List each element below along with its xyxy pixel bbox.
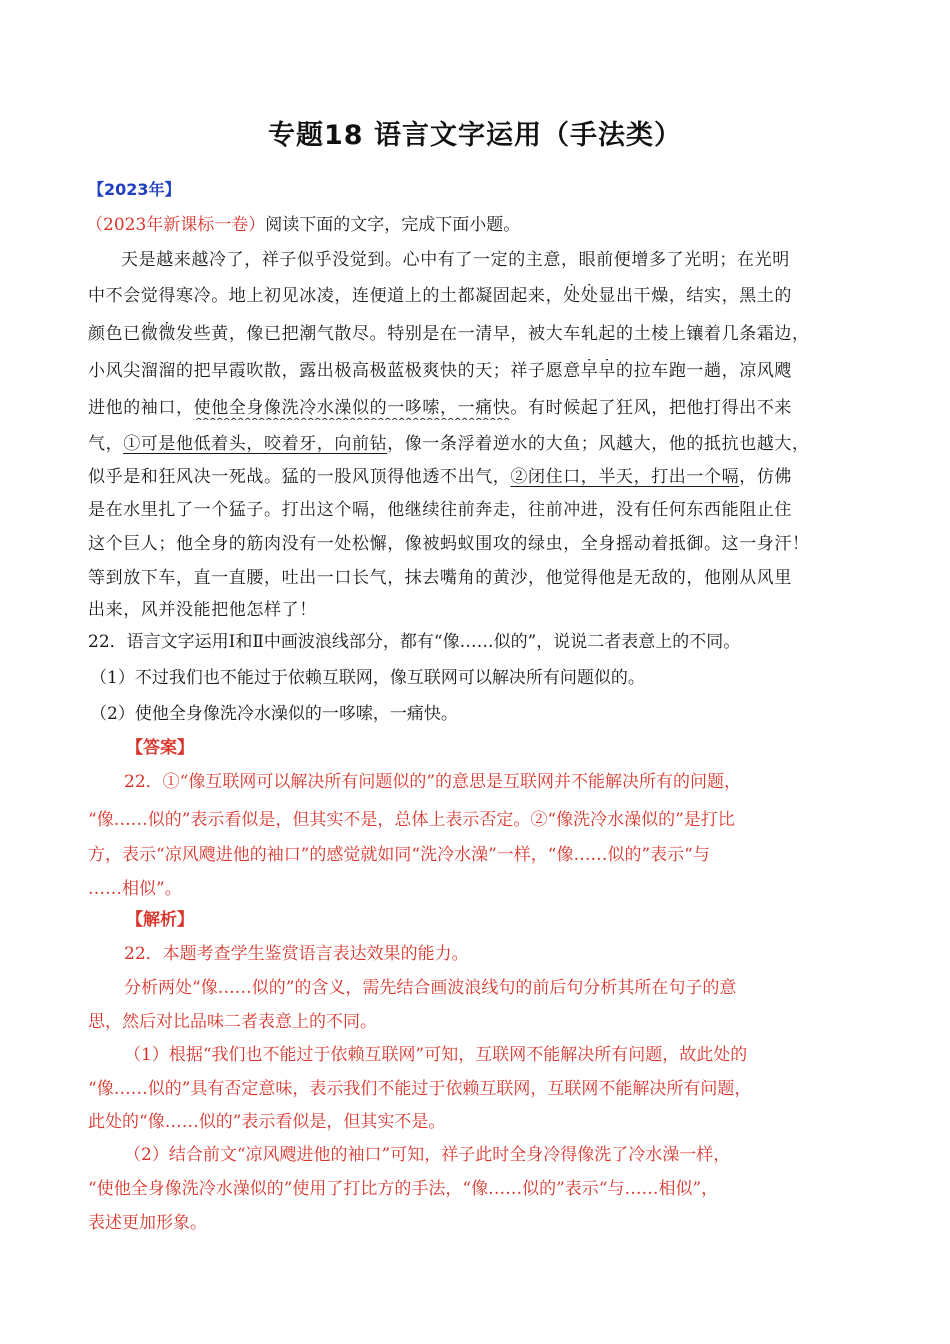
passage-line-8: 是在水里扎了一个猛子。打出这个嗝，他继续往前奔走，往前冲进，没有任何东西能阻止住 bbox=[88, 500, 792, 520]
source-line bbox=[86, 213, 860, 237]
passage-text: 颜色已 bbox=[88, 324, 141, 344]
wavy-underlined-phrase: 使他全身像洗冷水澡似的一哆嗦，一痛快 bbox=[193, 398, 511, 418]
analysis-line-5: “像……似的”具有否定意味，表示我们不能过于依赖互联网，互联网不能解决所有问题， bbox=[88, 1079, 752, 1099]
question-item-1: （1）不过我们也不能过于依赖互联网，像互联网可以解决所有问题似的。 bbox=[90, 668, 645, 688]
passage-line-2 bbox=[88, 284, 862, 308]
answer-line-3: 方，表示“凉风飕进他的袖口”的感觉就如同“洗冷水澡”一样，“像……似的”表示“与 bbox=[88, 845, 710, 865]
passage-text: ，像一条浮着逆水的大鱼；风越大，他的抵抗也越大， bbox=[387, 434, 810, 454]
analysis-line-1: 22．本题考查学生鉴赏语言表达效果的能力。 bbox=[124, 944, 469, 964]
emphasis-char: 处 bbox=[580, 286, 599, 306]
passage-text: 小风尖溜溜的把早霞吹散，露出极高极蓝极爽快的天；祥子愿意 bbox=[88, 361, 581, 381]
passage-text: 发些黄，像已把潮气散尽。特别是在一清早，被大车轧起的土棱上镶着几条霜边， bbox=[176, 324, 810, 344]
passage-text: ，仿佛 bbox=[739, 467, 793, 487]
question-stem: 22．语言文字运用Ⅰ和Ⅱ中画波浪线部分，都有“像……似的”，说说二者表意上的不同。 bbox=[88, 632, 741, 652]
analysis-label: 【解析】 bbox=[126, 910, 194, 930]
passage-line-3 bbox=[88, 322, 862, 346]
instruction: 阅读下面的文字，完成下面小题。 bbox=[265, 215, 521, 235]
analysis-line-2: 分析两处“像……似的”的含义，需先结合画波浪线句的前后句分析其所在句子的意 bbox=[124, 978, 737, 998]
emphasis-char: 处 bbox=[563, 286, 581, 306]
page-title: 专题18 语言文字运用（手法类） bbox=[268, 120, 682, 151]
analysis-line-4: （1）根据“我们也不能过于依赖互联网”可知，互联网不能解决所有问题，故此处的 bbox=[124, 1045, 748, 1065]
underlined-phrase-1: ①可是他低着头，咬着牙，向前钻 bbox=[123, 434, 388, 454]
passage-text: 的拉车跑一趟，凉风飕 bbox=[616, 361, 793, 381]
analysis-line-6: 此处的“像……似的”表示看似是，但其实不是。 bbox=[88, 1112, 446, 1132]
year-header: 【2023年】 bbox=[88, 180, 181, 199]
passage-text: 中不会觉得寒冷。地上初见冰凌，连便道上的土都凝固起来， bbox=[88, 286, 564, 306]
underlined-phrase-2: ②闭住口，半天，打出一个嗝 bbox=[510, 467, 740, 487]
emphasis-char: 微 bbox=[140, 324, 159, 344]
answer-label: 【答案】 bbox=[126, 738, 194, 758]
passage-line-5 bbox=[88, 396, 862, 420]
emphasis-char: 早 bbox=[598, 361, 617, 381]
passage-text: 进他的袖口， bbox=[88, 398, 194, 418]
passage-text: 似乎是和狂风决一死战。猛的一股风顶得他透不出气， bbox=[88, 467, 511, 487]
passage-text: 。有时候起了狂风，把他打得出不来 bbox=[510, 398, 793, 418]
analysis-line-9: 表述更加形象。 bbox=[88, 1213, 207, 1233]
emphasis-char: 微 bbox=[158, 324, 177, 344]
answer-line-2: “像……似的”表示看似是，但其实不是，总体上表示否定。②“像洗冷水澡似的”是打比 bbox=[88, 810, 735, 830]
passage-line-9: 这个巨人；他全身的筋肉没有一处松懈，像被蚂蚁围攻的绿虫，全身摇动着抵御。这一身汗！ bbox=[88, 534, 810, 554]
passage-line-7 bbox=[88, 465, 862, 489]
analysis-line-3: 思，然后对比品味二者表意上的不同。 bbox=[88, 1012, 377, 1032]
passage-line-4 bbox=[88, 359, 862, 383]
analysis-line-7: （2）结合前文“凉风飕进他的袖口”可知，祥子此时全身冷得像洗了冷水澡一样， bbox=[124, 1145, 731, 1165]
passage-text: 显出干燥，结实，黑土的 bbox=[598, 286, 793, 306]
passage-line-11: 出来，风并没能把他怎样了！ bbox=[88, 600, 317, 620]
question-item-2: （2）使他全身像洗冷水澡似的一哆嗦，一痛快。 bbox=[90, 704, 458, 724]
passage-line-1: 天是越来越冷了，祥子似乎没觉到。心中有了一定的主意，眼前便增多了光明；在光明 bbox=[121, 250, 790, 270]
emphasis-char: 早 bbox=[580, 361, 599, 381]
passage-line-6 bbox=[88, 432, 862, 456]
passage-line-10: 等到放下车，直一直腰，吐出一口长气，抹去嘴角的黄沙，他觉得他是无敌的，他刚从风里 bbox=[88, 568, 792, 588]
source-label: （2023年新课标一卷） bbox=[86, 215, 266, 235]
analysis-line-8: “使他全身像洗冷水澡似的”使用了打比方的手法，“像……似的”表示“与……相似”， bbox=[88, 1179, 719, 1199]
answer-line-4: ……相似”。 bbox=[88, 879, 182, 899]
passage-text: 气， bbox=[88, 434, 124, 454]
answer-line-1: 22．①“像互联网可以解决所有问题似的”的意思是互联网并不能解决所有的问题， bbox=[124, 772, 742, 792]
